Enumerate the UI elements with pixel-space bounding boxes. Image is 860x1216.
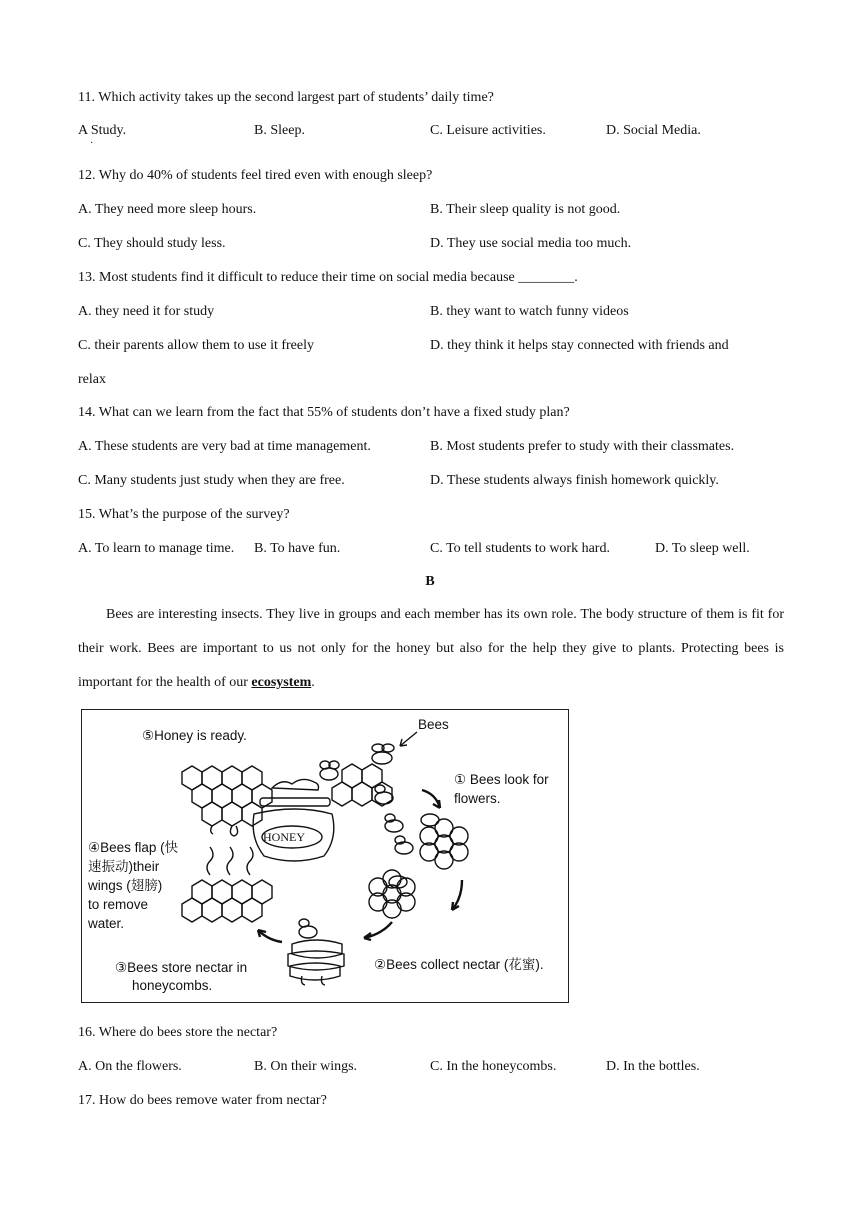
option-15-a: A. To learn to manage time. <box>78 541 235 556</box>
option-14-c: C. Many students just study when they are free. <box>78 473 345 488</box>
question-14 <box>78 404 570 422</box>
option-16-b: B. On their wings. <box>254 1059 358 1074</box>
question-stem: Most students find it difficult to reduce their time on social media because ________. <box>99 270 578 285</box>
option-15-c: C. To tell students to work hard. <box>430 541 610 556</box>
passage-end: . <box>311 675 315 690</box>
step3-label-line1: ③Bees store nectar in <box>115 960 248 975</box>
step5-label: ⑤Honey is ready. <box>142 728 247 743</box>
option-13-b: B. they want to watch funny videos <box>430 304 629 319</box>
bee-life-cycle-figure <box>81 709 569 1003</box>
step1-label-line1: ① Bees look for <box>454 772 549 787</box>
bee-icon <box>395 836 413 854</box>
option-12-c: C. They should study less. <box>78 236 226 251</box>
honeycomb-top-left-icon <box>182 766 272 836</box>
option-16-a: A. On the flowers. <box>78 1059 182 1074</box>
question-number: 14. <box>78 405 96 420</box>
step4-label-line2: 速振动)their <box>88 859 160 874</box>
option-15-b: B. To have fun. <box>254 541 341 556</box>
section-heading: B <box>425 574 435 589</box>
passage-text: Bees are interesting insects. They live in groups and each member has its own role. The body structure of them is fit for their work. Bees are important to us not only for the honey but also for the help they give to plants. Protecting bees is important for the health of our <box>78 607 784 690</box>
option-15-d: D. To sleep well. <box>655 541 750 556</box>
option-11-a: A Study. <box>78 123 127 138</box>
question-15 <box>78 506 290 524</box>
bee-icon <box>372 744 394 764</box>
honeycomb-bottom-icon <box>288 940 344 985</box>
option-14-d: D. These students always finish homework quickly. <box>430 473 719 488</box>
question-stem: What can we learn from the fact that 55% of students don’t have a fixed study plan? <box>98 405 570 420</box>
option-11-d: D. Social Media. <box>606 123 701 138</box>
step3-label-line2: honeycombs. <box>132 978 213 993</box>
option-12-d: D. They use social media too much. <box>430 236 632 251</box>
bee-icon <box>421 814 439 826</box>
step4-label-line4: to remove <box>88 897 149 912</box>
question-number: 15. <box>78 507 96 522</box>
question-number: 11. <box>78 90 95 105</box>
bees-label: Bees <box>418 717 449 732</box>
option-12-b: B. Their sleep quality is not good. <box>430 202 621 217</box>
question-number: 16. <box>78 1025 96 1040</box>
question-stem: How do bees remove water from nectar? <box>99 1093 327 1108</box>
question-17 <box>78 1092 327 1110</box>
step1-label-line2: flowers. <box>454 791 501 806</box>
option-13-a: A. they need it for study <box>78 304 215 319</box>
keyword-ecosystem: ecosystem <box>251 675 312 690</box>
honey-jar-label: HONEY <box>263 830 305 844</box>
question-16 <box>78 1024 277 1042</box>
bee-icon <box>385 814 403 832</box>
step4-label-line5: water. <box>88 916 125 931</box>
passage <box>78 598 784 700</box>
stray-dot: · <box>90 138 94 149</box>
flower-icon <box>420 819 468 869</box>
question-number: 13. <box>78 270 96 285</box>
step2-label: ②Bees collect nectar (花蜜). <box>374 957 544 972</box>
bee-icon <box>320 761 339 780</box>
option-16-d: D. In the bottles. <box>606 1059 700 1074</box>
question-number: 17. <box>78 1093 96 1108</box>
question-12 <box>78 167 432 185</box>
step4-label-line1: ④Bees flap (快 <box>88 840 179 855</box>
question-stem: What’s the purpose of the survey? <box>98 507 290 522</box>
option-12-a: A. They need more sleep hours. <box>78 202 257 217</box>
option-11-b: B. Sleep. <box>254 123 305 138</box>
question-stem: Why do 40% of students feel tired even with enough sleep? <box>98 168 433 183</box>
option-14-a: A. These students are very bad at time management. <box>78 439 371 454</box>
question-13 <box>78 269 578 287</box>
option-16-c: C. In the honeycombs. <box>430 1059 557 1074</box>
option-13-d: D. they think it helps stay connected with friends and <box>430 338 729 353</box>
option-13-d-wrap: relax <box>78 372 106 387</box>
question-number: 12. <box>78 168 96 183</box>
option-14-b: B. Most students prefer to study with their classmates. <box>430 439 735 454</box>
question-11 <box>78 89 494 107</box>
question-stem: Which activity takes up the second largest part of students’ daily time? <box>98 90 494 105</box>
honeycomb-left-icon <box>182 847 272 922</box>
bee-icon <box>299 919 317 938</box>
option-11-c: C. Leisure activities. <box>430 123 546 138</box>
step4-label-line3: wings (翅膀) <box>88 878 163 893</box>
honey-jar-icon <box>253 779 334 861</box>
option-13-c: C. their parents allow them to use it freely <box>78 338 314 353</box>
question-stem: Where do bees store the nectar? <box>98 1025 278 1040</box>
